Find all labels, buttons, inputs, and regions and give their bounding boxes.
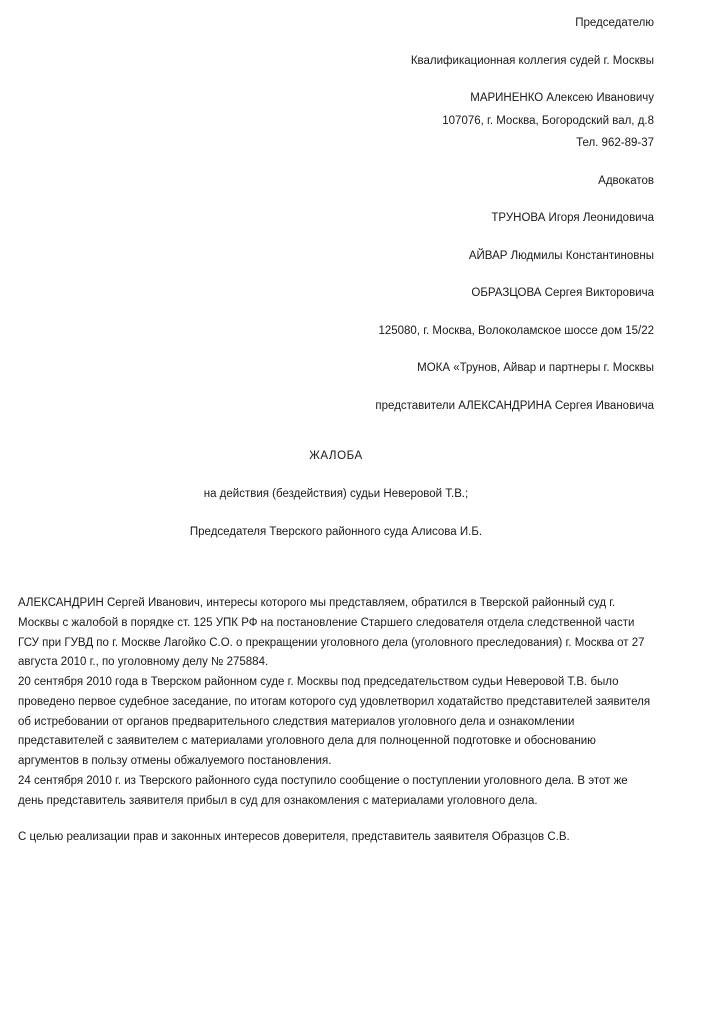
document-subtitle-line: Председателя Тверского районного суда Алисова И.Б.: [189, 526, 483, 538]
addressee-block: [18, 18, 654, 412]
document-title: ЖАЛОБА: [309, 450, 363, 462]
addressee-line: МАРИНЕНКО Алексею Ивановичу: [470, 92, 654, 104]
title-block: [18, 450, 654, 538]
addressee-line: 107076, г. Москва, Богородский вал, д.8: [442, 114, 654, 127]
addressee-line: АЙВАР Людмилы Константиновны: [468, 249, 654, 262]
addressee-line: МОКА «Трунов, Айвар и партнеры г. Москвы: [417, 362, 654, 374]
document-body: [18, 594, 654, 848]
addressee-line: 125080, г. Москва, Волоколамское шоссе дом 15/22: [378, 324, 654, 337]
addressee-line: Председателю: [575, 17, 654, 29]
body-paragraph: 20 сентября 2010 года в Тверском районном суде г. Москвы под председательством судьи Неверовой Т.В. было проведено первое судебное заседание, по итогам которого суд удовлетворил ходатайство представителей заявителя об истребовании от органов предварительного следствия материалов уголовного дела и ознакомлении представителей с заявителем с материалами уголовного дела для полноценной подготовке и обоснованию аргументов в пользу отмены обжалуемого постановления.: [18, 676, 651, 768]
addressee-line: ОБРАЗЦОВА Сергея Викторовича: [471, 287, 654, 299]
addressee-line: представители АЛЕКСАНДРИНА Сергея Ивановича: [375, 399, 654, 412]
document-subtitle-line: на действия (бездействия) судьи Неверовой Т.В.;: [203, 488, 469, 500]
body-paragraph: АЛЕКСАНДРИН Сергей Иванович, интересы которого мы представляем, обратился в Тверской районный суд г. Москвы с жалобой в порядке ст. 125 УПК РФ на постановление Старшего следователя отдела следственной части ГСУ при ГУВД по г. Москве Лагойко С.О. о прекращении уголовного дела (уголовного преследования) г. Москва от 27 августа 2010 г., по уголовному делу № 275884.: [18, 597, 645, 669]
addressee-line: ТРУНОВА Игоря Леонидовича: [491, 212, 654, 224]
addressee-line: Тел. 962-89-37: [576, 137, 654, 149]
body-paragraph: С целью реализации прав и законных интересов доверителя, представитель заявителя Образцов С.В.: [18, 831, 570, 844]
addressee-line: Адвокатов: [598, 174, 654, 187]
body-paragraph: 24 сентября 2010 г. из Тверского районного суда поступило сообщение о поступлении уголовного дела. В этот же день представитель заявителя прибыл в суд для ознакомления с материалами уголовного дела.: [18, 774, 628, 807]
addressee-line: Квалификационная коллегия судей г. Москвы: [410, 54, 654, 67]
